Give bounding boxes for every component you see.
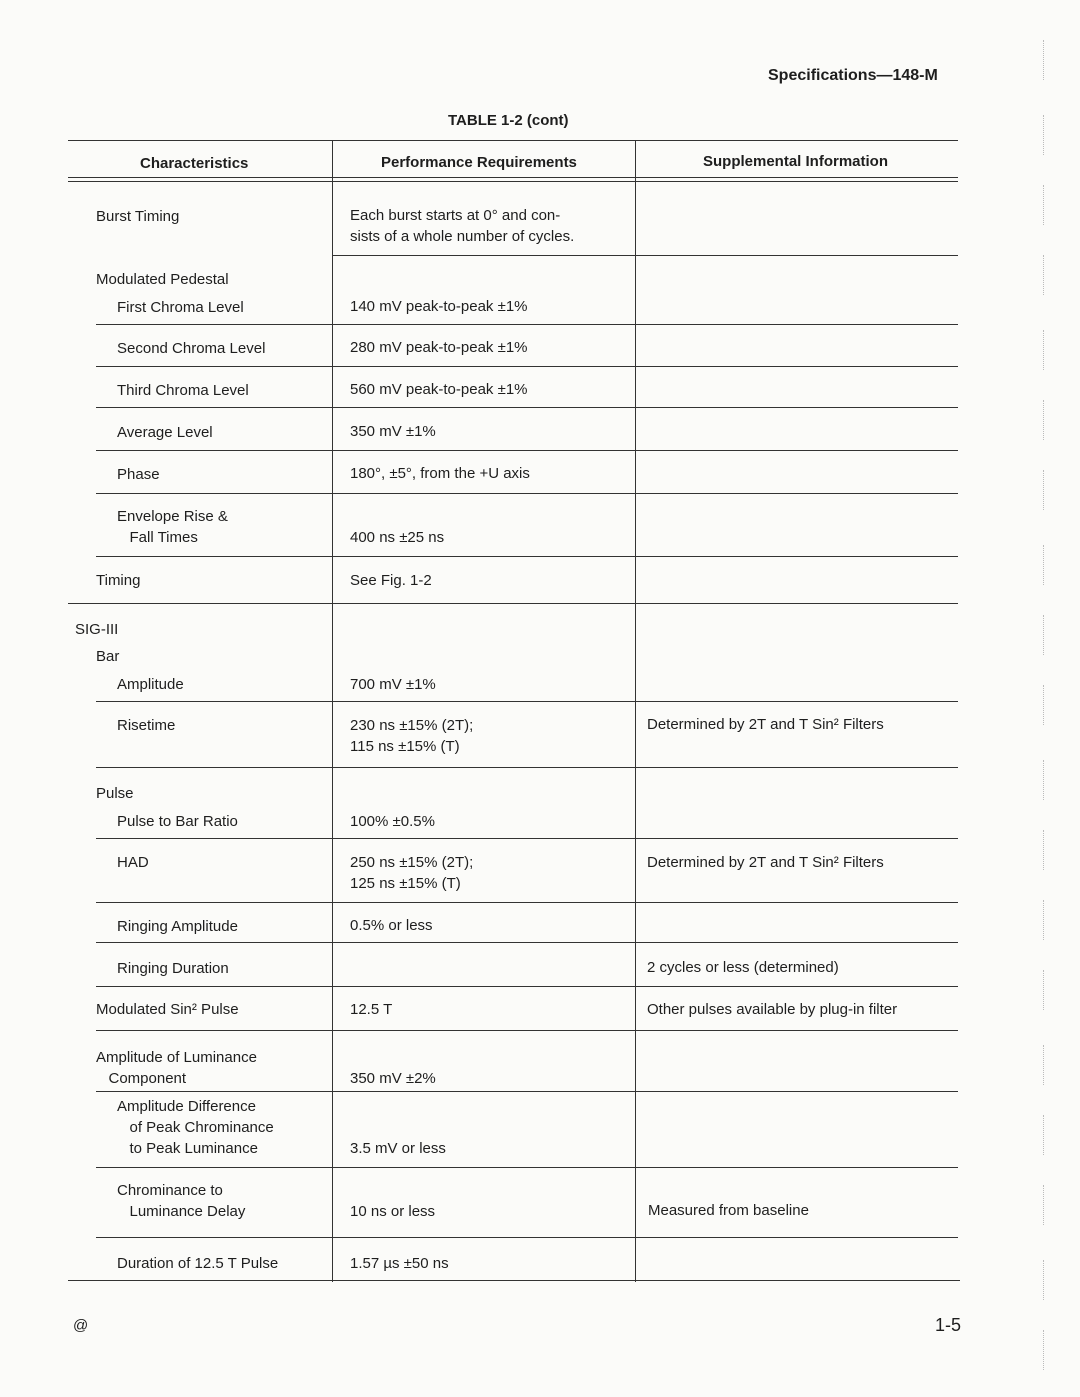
characteristic-cell: SIG-III — [75, 621, 119, 638]
performance-cell: 350 mV ±2% — [350, 1070, 436, 1087]
characteristic-cell: Modulated Pedestal — [96, 271, 229, 288]
col-divider-2 — [635, 140, 636, 1282]
section-separator — [68, 603, 958, 604]
binding-edge-mark — [1043, 970, 1044, 1010]
performance-cell: 12.5 T — [350, 1001, 393, 1018]
binding-edge-mark — [1043, 470, 1044, 510]
characteristic-cell: Second Chroma Level — [117, 340, 266, 357]
binding-edge-mark — [1043, 115, 1044, 155]
col-divider-1 — [332, 140, 333, 1282]
characteristic-cell: HAD — [117, 854, 149, 871]
column-header-supplemental: Supplemental Information — [703, 153, 889, 170]
performance-cell: 230 ns ±15% (2T); 115 ns ±15% (T) — [350, 717, 474, 755]
binding-edge-mark — [1043, 685, 1044, 725]
characteristic-cell: Pulse — [96, 785, 134, 802]
performance-cell: 560 mV peak-to-peak ±1% — [350, 381, 528, 398]
performance-cell: 3.5 mV or less — [350, 1140, 446, 1157]
binding-edge-mark — [1043, 900, 1044, 940]
row-separator — [96, 366, 958, 367]
characteristic-cell: Burst Timing — [96, 208, 180, 225]
row-separator — [96, 324, 958, 325]
characteristic-cell: Ringing Amplitude — [117, 918, 238, 935]
characteristic-cell: Chrominance to Luminance Delay — [117, 1182, 246, 1220]
row-separator — [96, 1030, 958, 1031]
performance-cell: 400 ns ±25 ns — [350, 529, 445, 546]
row-separator — [96, 493, 958, 494]
row-separator — [96, 902, 958, 903]
row-separator — [96, 1167, 958, 1168]
characteristic-cell: Duration of 12.5 T Pulse — [117, 1255, 279, 1272]
page-number: 1-5 — [935, 1315, 962, 1335]
column-header-performance: Performance Requirements — [381, 154, 577, 171]
characteristic-cell: Amplitude of Luminance Component — [96, 1049, 257, 1087]
footer-mark: @ — [73, 1317, 89, 1334]
supplemental-cell: 2 cycles or less (determined) — [647, 959, 839, 976]
characteristic-cell: Phase — [117, 466, 160, 483]
row-separator — [96, 1091, 958, 1092]
characteristic-cell: Risetime — [117, 717, 176, 734]
supplemental-cell: Determined by 2T and T Sin² Filters — [647, 716, 884, 733]
characteristic-cell: First Chroma Level — [117, 299, 244, 316]
header-double-rule — [68, 177, 958, 182]
supplemental-cell: Measured from baseline — [648, 1202, 809, 1219]
performance-cell: 280 mV peak-to-peak ±1% — [350, 339, 528, 356]
performance-cell: 700 mV ±1% — [350, 676, 436, 693]
characteristic-cell: Timing — [96, 572, 141, 589]
characteristic-cell: Pulse to Bar Ratio — [117, 813, 238, 830]
supplemental-cell: Other pulses available by plug-in filter — [647, 1001, 898, 1018]
binding-edge-mark — [1043, 1185, 1044, 1225]
binding-edge-mark — [1043, 185, 1044, 225]
performance-cell: 100% ±0.5% — [350, 813, 435, 830]
binding-edge-mark — [1043, 760, 1044, 800]
characteristic-cell: Amplitude Difference of Peak Chrominance to Peak Luminance — [117, 1098, 274, 1157]
row-separator — [332, 255, 958, 256]
performance-cell: 0.5% or less — [350, 917, 433, 934]
row-separator — [96, 767, 958, 768]
row-separator — [96, 556, 958, 557]
characteristic-cell: Ringing Duration — [117, 960, 229, 977]
row-separator — [96, 838, 958, 839]
binding-edge-mark — [1043, 400, 1044, 440]
characteristic-cell: Third Chroma Level — [117, 382, 249, 399]
row-separator — [96, 701, 958, 702]
binding-edge-mark — [1043, 1115, 1044, 1155]
row-separator — [96, 986, 958, 987]
table-top-rule — [68, 140, 958, 141]
table-bottom-rule — [68, 1280, 960, 1281]
supplemental-cell: Determined by 2T and T Sin² Filters — [647, 854, 884, 871]
row-separator — [96, 942, 958, 943]
characteristic-cell: Modulated Sin² Pulse — [96, 1001, 239, 1018]
binding-edge-mark — [1043, 615, 1044, 655]
characteristic-cell: Bar — [96, 648, 120, 665]
column-header-characteristics: Characteristics — [140, 155, 249, 172]
running-title: Specifications—148-M — [768, 67, 938, 84]
binding-edge-mark — [1043, 330, 1044, 370]
performance-cell: 140 mV peak-to-peak ±1% — [350, 298, 528, 315]
binding-edge-mark — [1043, 1330, 1044, 1370]
performance-cell: 250 ns ±15% (2T); 125 ns ±15% (T) — [350, 854, 474, 892]
performance-cell: 1.57 µs ±50 ns — [350, 1255, 449, 1272]
characteristic-cell: Envelope Rise & Fall Times — [117, 508, 228, 546]
performance-cell: 10 ns or less — [350, 1203, 436, 1220]
row-separator — [96, 407, 958, 408]
binding-edge-mark — [1043, 545, 1044, 585]
characteristic-cell: Amplitude — [117, 676, 184, 693]
performance-cell: See Fig. 1-2 — [350, 572, 432, 589]
binding-edge-mark — [1043, 830, 1044, 870]
performance-cell: Each burst starts at 0° and con- sists of a whole number of cycles. — [350, 207, 575, 245]
binding-edge-mark — [1043, 1260, 1044, 1300]
table-title: TABLE 1-2 (cont) — [448, 112, 569, 129]
characteristic-cell: Average Level — [117, 424, 213, 441]
binding-edge-mark — [1043, 1045, 1044, 1085]
performance-cell: 350 mV ±1% — [350, 423, 436, 440]
row-separator — [96, 1237, 958, 1238]
row-separator — [96, 450, 958, 451]
binding-edge-mark — [1043, 255, 1044, 295]
performance-cell: 180°, ±5°, from the +U axis — [350, 465, 530, 482]
binding-edge-mark — [1043, 40, 1044, 80]
